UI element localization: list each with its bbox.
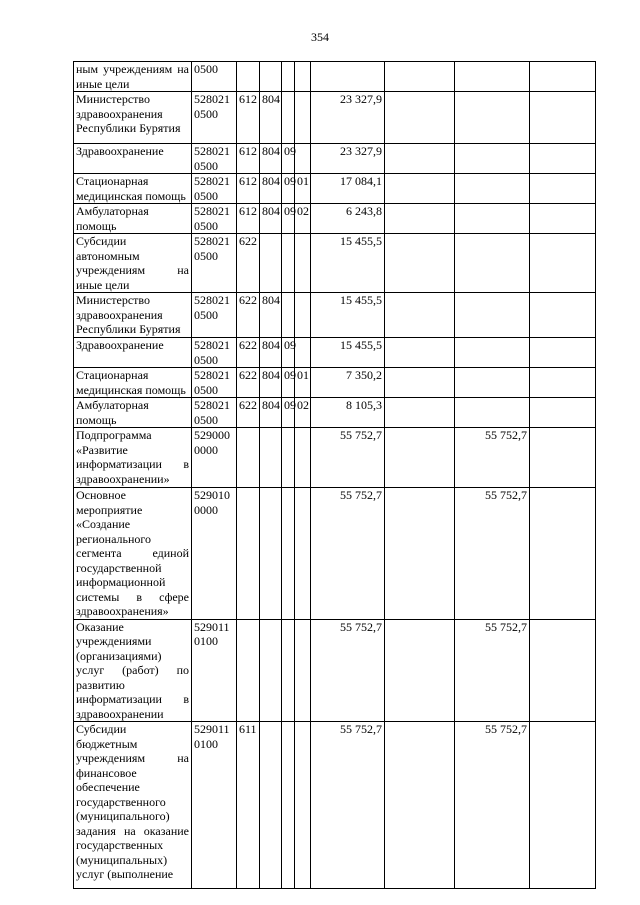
cell-expense-type	[237, 428, 260, 488]
cell-amount-4	[530, 368, 596, 398]
cell-amount-4	[530, 92, 596, 144]
cell-amount-2	[385, 398, 455, 428]
cell-subsection: 02	[295, 204, 311, 234]
table-row	[74, 62, 596, 92]
cell-department: 804	[260, 398, 282, 428]
cell-target-article: 0500	[192, 62, 237, 92]
page-number: 354	[311, 30, 329, 44]
cell-name: Стационарная медицинская помощь	[74, 174, 192, 204]
cell-subsection	[295, 428, 311, 488]
cell-name: ным учреждениям на иные цели	[74, 62, 192, 92]
cell-department	[260, 619, 282, 722]
cell-target-article: 529011 0100	[192, 619, 237, 722]
cell-amount-3	[455, 338, 530, 368]
cell-amount-2	[385, 619, 455, 722]
cell-section: 09	[282, 398, 295, 428]
cell-section	[282, 488, 295, 620]
cell-amount-2	[385, 338, 455, 368]
cell-amount-1: 23 327,9	[311, 144, 385, 174]
cell-name: Оказание учреждениями (организациями) услуг (работ) по развитию информатизации в здравоохранении	[74, 619, 192, 722]
cell-section	[282, 62, 295, 92]
cell-department	[260, 722, 282, 889]
cell-department: 804	[260, 174, 282, 204]
cell-expense-type: 612	[237, 92, 260, 144]
cell-name: Амбулаторная помощь	[74, 204, 192, 234]
table-row	[74, 428, 596, 488]
cell-section: 09	[282, 204, 295, 234]
cell-name: Субсидии бюджетным учреждениям на финансовое обеспечение государственного (муниципального) задания на оказание государственных (муниципальных) услуг (выполнение	[74, 722, 192, 889]
cell-section: 09	[282, 174, 295, 204]
cell-subsection	[295, 488, 311, 620]
cell-amount-3	[455, 293, 530, 338]
cell-amount-1: 15 455,5	[311, 338, 385, 368]
table-row	[74, 368, 596, 398]
cell-amount-4	[530, 619, 596, 722]
cell-amount-3	[455, 92, 530, 144]
cell-amount-4	[530, 204, 596, 234]
cell-department	[260, 428, 282, 488]
cell-amount-3	[455, 368, 530, 398]
cell-amount-2	[385, 293, 455, 338]
cell-target-article: 528021 0500	[192, 204, 237, 234]
cell-target-article: 528021 0500	[192, 92, 237, 144]
table-row	[74, 338, 596, 368]
cell-amount-1: 6 243,8	[311, 204, 385, 234]
cell-subsection	[295, 722, 311, 889]
cell-section	[282, 92, 295, 144]
cell-expense-type: 622	[237, 293, 260, 338]
cell-amount-4	[530, 338, 596, 368]
cell-amount-2	[385, 368, 455, 398]
cell-amount-3	[455, 234, 530, 293]
cell-amount-4	[530, 398, 596, 428]
cell-amount-1: 15 455,5	[311, 293, 385, 338]
cell-amount-1: 8 105,3	[311, 398, 385, 428]
cell-amount-3	[455, 204, 530, 234]
cell-amount-4	[530, 722, 596, 889]
cell-target-article: 529011 0100	[192, 722, 237, 889]
table-row	[74, 293, 596, 338]
table-row	[74, 174, 596, 204]
cell-name: Здравоохранение	[74, 338, 192, 368]
cell-department: 804	[260, 204, 282, 234]
cell-amount-4	[530, 428, 596, 488]
cell-amount-2	[385, 234, 455, 293]
cell-amount-2	[385, 488, 455, 620]
cell-amount-2	[385, 174, 455, 204]
cell-target-article: 529010 0000	[192, 488, 237, 620]
cell-amount-2	[385, 62, 455, 92]
budget-table	[73, 61, 596, 889]
cell-amount-2	[385, 204, 455, 234]
cell-section: 09	[282, 144, 295, 174]
cell-name: Министерство здравоохранения Республики Бурятия	[74, 92, 192, 144]
cell-department: 804	[260, 293, 282, 338]
cell-amount-3	[455, 62, 530, 92]
cell-expense-type	[237, 619, 260, 722]
cell-department: 804	[260, 92, 282, 144]
cell-amount-2	[385, 428, 455, 488]
cell-name: Здравоохранение	[74, 144, 192, 174]
cell-section	[282, 293, 295, 338]
cell-target-article: 528021 0500	[192, 234, 237, 293]
cell-section	[282, 234, 295, 293]
cell-name: Министерство здравоохранения Республики Бурятия	[74, 293, 192, 338]
cell-department	[260, 488, 282, 620]
cell-section	[282, 428, 295, 488]
cell-target-article: 528021 0500	[192, 338, 237, 368]
cell-amount-2	[385, 722, 455, 889]
cell-name: Стационарная медицинская помощь	[74, 368, 192, 398]
cell-subsection	[295, 338, 311, 368]
cell-target-article: 528021 0500	[192, 293, 237, 338]
cell-amount-4	[530, 174, 596, 204]
table-row	[74, 722, 596, 889]
table-row	[74, 144, 596, 174]
cell-section: 09	[282, 368, 295, 398]
cell-amount-1: 15 455,5	[311, 234, 385, 293]
cell-section	[282, 619, 295, 722]
cell-subsection: 01	[295, 174, 311, 204]
cell-amount-1: 7 350,2	[311, 368, 385, 398]
table-row	[74, 234, 596, 293]
table-row	[74, 619, 596, 722]
cell-section	[282, 722, 295, 889]
cell-expense-type: 622	[237, 368, 260, 398]
cell-expense-type: 612	[237, 174, 260, 204]
cell-department	[260, 234, 282, 293]
cell-subsection	[295, 234, 311, 293]
cell-amount-4	[530, 293, 596, 338]
cell-section: 09	[282, 338, 295, 368]
cell-subsection	[295, 92, 311, 144]
cell-amount-3: 55 752,7	[455, 488, 530, 620]
cell-department	[260, 62, 282, 92]
cell-department: 804	[260, 338, 282, 368]
cell-amount-3: 55 752,7	[455, 722, 530, 889]
cell-expense-type	[237, 488, 260, 620]
cell-amount-4	[530, 234, 596, 293]
cell-department: 804	[260, 368, 282, 398]
cell-amount-2	[385, 92, 455, 144]
cell-expense-type: 611	[237, 722, 260, 889]
cell-name: Субсидии автономным учреждениям на иные цели	[74, 234, 192, 293]
table-row	[74, 204, 596, 234]
cell-amount-1: 23 327,9	[311, 92, 385, 144]
cell-amount-3: 55 752,7	[455, 428, 530, 488]
cell-target-article: 528021 0500	[192, 368, 237, 398]
cell-amount-1: 55 752,7	[311, 488, 385, 620]
cell-subsection: 01	[295, 368, 311, 398]
cell-subsection: 02	[295, 398, 311, 428]
cell-expense-type	[237, 62, 260, 92]
cell-target-article: 528021 0500	[192, 174, 237, 204]
cell-amount-4	[530, 144, 596, 174]
cell-department: 804	[260, 144, 282, 174]
cell-amount-1	[311, 62, 385, 92]
table-row	[74, 92, 596, 144]
cell-expense-type: 612	[237, 144, 260, 174]
cell-amount-1: 17 084,1	[311, 174, 385, 204]
cell-amount-3: 55 752,7	[455, 619, 530, 722]
cell-amount-3	[455, 398, 530, 428]
cell-expense-type: 622	[237, 398, 260, 428]
cell-amount-1: 55 752,7	[311, 428, 385, 488]
cell-subsection	[295, 619, 311, 722]
cell-amount-2	[385, 144, 455, 174]
cell-amount-4	[530, 62, 596, 92]
cell-expense-type: 612	[237, 204, 260, 234]
cell-expense-type: 622	[237, 338, 260, 368]
cell-expense-type: 622	[237, 234, 260, 293]
cell-subsection	[295, 62, 311, 92]
cell-amount-4	[530, 488, 596, 620]
table-row	[74, 398, 596, 428]
cell-name: Подпрограмма «Развитие информатизации в здравоохранении»	[74, 428, 192, 488]
cell-target-article: 528021 0500	[192, 398, 237, 428]
cell-subsection	[295, 293, 311, 338]
cell-amount-3	[455, 144, 530, 174]
cell-subsection	[295, 144, 311, 174]
cell-target-article: 529000 0000	[192, 428, 237, 488]
table-body	[74, 62, 596, 889]
cell-amount-1: 55 752,7	[311, 722, 385, 889]
table-row	[74, 488, 596, 620]
cell-amount-3	[455, 174, 530, 204]
cell-target-article: 528021 0500	[192, 144, 237, 174]
cell-name: Основное мероприятие «Создание регионального сегмента единой государственной информационной системы в сфере здравоохранения»	[74, 488, 192, 620]
cell-amount-1: 55 752,7	[311, 619, 385, 722]
cell-name: Амбулаторная помощь	[74, 398, 192, 428]
